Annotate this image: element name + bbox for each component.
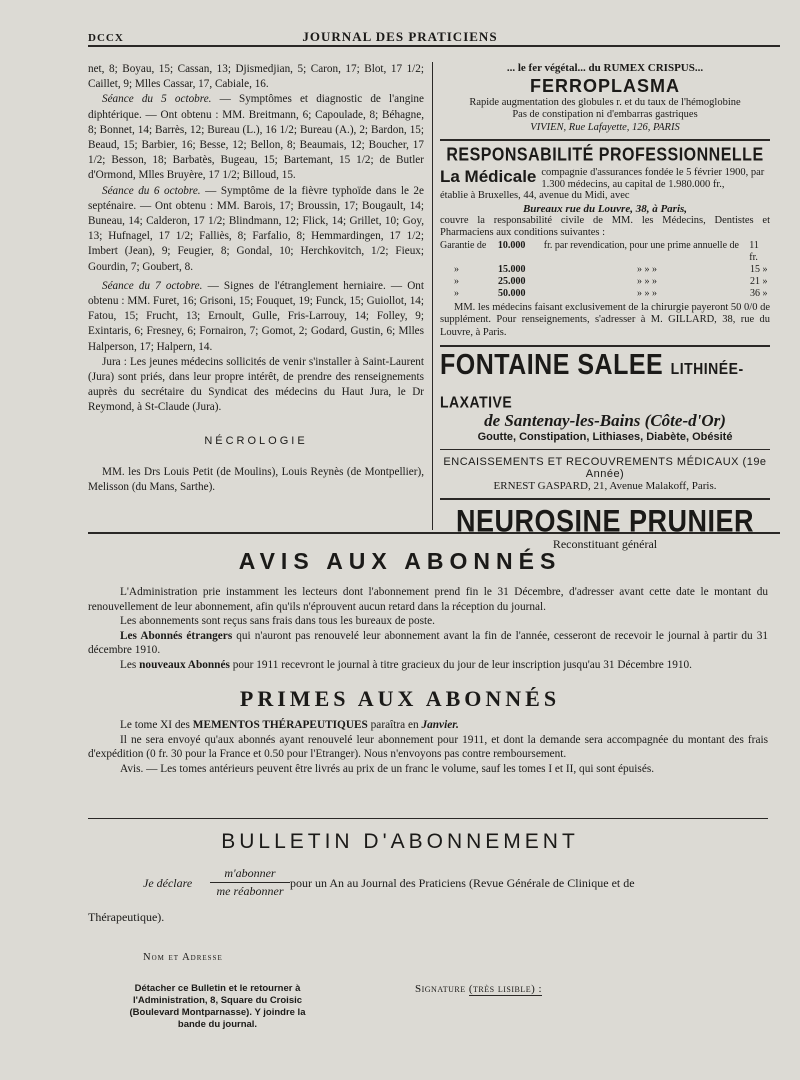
primes-paragraph: Le tome XI des MEMENTOS THÉRAPEUTIQUES paraîtra en Janvier. (120, 719, 459, 731)
primes-paragraph: Avis. — Les tomes antérieurs peuvent être livrés au prix de un franc le volume, sauf les tomes I et II, qui sont épuisés. (120, 762, 655, 775)
rumex-tagline: ... le fer végétal... du RUMEX CRISPUS... (506, 62, 704, 74)
necrologie-text: MM. les Drs Louis Petit (de Moulins), Louis Reynès (de Montpellier), Melisson (du Mans, Sarthe). (88, 465, 424, 494)
page-header (0, 24, 800, 46)
necrologie-heading: NÉCROLOGIE (204, 434, 308, 447)
journal-title: JOURNAL DES PRATICIENS (302, 29, 498, 44)
coverage-text: couvre la responsabilité civile de MM. les Médecins, Dentistes et Pharmaciens aux conditions suivantes : (440, 214, 770, 238)
surgery-supplement-note: MM. les médecins faisant exclusivement de la chirurgie payeront 50 0/0 de supplément. Pour renseignements, s'adresser à M. GILLARD, 38, rue du Louvre, à Paris. (440, 301, 770, 338)
ferroplasma-ad-title: FERROPLASMA (530, 76, 680, 96)
seance-6-octobre: Séance du 6 octobre. — Symptôme de la fièvre typhoïde dans le 2e septénaire. — Ont obtenu : MM. Barois, 17; Broussin, 17; Bougault, 14; Buneau, 14; Calderon, 17 1/2; Blindmann, 12; Flick, 14; Grillet, 10; Goy, 13; Hufnagel, 17 1/2; Falliès, 8; Farfalio, 8; Hemmardingen, 17 1/2; Imbert (Jean), 9; Feugier, 8; Gondal, 10; Herchkovitch, 1/2; Fieux; Gourdin, 7; Goubert, 8. (88, 184, 424, 273)
bulletin-text: pour un An au Journal des Praticiens (Revue Générale de Clinique et de (290, 876, 635, 890)
seance-7-octobre: Séance du 7 octobre. — Signes de l'étranglement herniaire. — Ont obtenu : MM. Furet, 16; Grisoni, 15; Fouquet, 19; Funck, 15; Guiollot, 14; Fatou, 15; Frucht, 13; Ernoult, Gulle, Fris-Larrouy, 14; Folley, 9; Exintaris, 6; Fresney, 6; Fornairon, 7; Gomot, 2; Godard, Gustin, 6; Mlles Halperson, 17; Halpern, 14. (88, 279, 425, 353)
option-reabonner[interactable]: me réabonner (216, 884, 284, 898)
ferroplasma-claim: Rapide augmentation des globules r. et du taux de l'hémoglobine (469, 97, 741, 108)
la-medicale-address: établie à Bruxelles, 44, avenue du Midi, avec (440, 190, 630, 201)
neurosine-subtitle: Reconstituant général (552, 537, 658, 551)
avis-aux-abonnes-heading: AVIS AUX ABONNÉS (238, 548, 562, 574)
guarantee-row: » 50.000 » » » 36 » (454, 287, 768, 299)
subscription-choice[interactable] (210, 866, 290, 899)
avis-paragraph: Les Abonnés étrangers qui n'auront pas renouvelé leur abonnement avant la fin de l'année, cesseront de recevoir le journal à partir du 31 décembre 1910. (88, 629, 768, 656)
ferroplasma-address: VIVIEN, Rue Lafayette, 126, PARIS (530, 122, 680, 133)
avis-paragraph: L'Administration prie instamment les lecteurs dont l'abonnement prend fin le 31 Décembre, d'adresser avant cette date le montant du renouvellement de leur abonnement, afin qu'ils n'éprouvent aucun retard dans la réception du journal. (88, 586, 768, 613)
avis-paragraph: Les nouveaux Abonnés pour 1911 recevront le journal à titre gracieux du jour de leur inscription jusqu'au 31 Décembre 1910. (120, 658, 693, 671)
seance-5-octobre: Séance du 5 octobre. — Symptômes et diagnostic de l'angine diphtérique. — Ont obtenu : MM. Breitmann, 6; Capoulade, 8; Béhagne, 8; Bonnet, 14; Barrès, 12; Bureau (L.), 16 1/2; Bureau (A.), 2; Bardon, 15; Beaud, 15; Barbier, 16; Besse, 12; Bellon, 8; Beaumais, 12; Boucher, 17 1/2; Besson, 18; Barbatès, Bugeau, 15; Bartemant, 15 1/2; de Butler d'Ormond, Mlles Bruyère, 17 1/2; Billoud, 15. (88, 93, 424, 182)
guarantee-table (440, 240, 770, 300)
option-abonner[interactable]: m'abonner (224, 866, 276, 880)
guarantee-row: Garantie de 10.000 fr. par revendication, pour une prime annuelle de 11 fr. (440, 239, 759, 263)
header-rule (88, 45, 780, 47)
neurosine-prunier-title: NEUROSINE PRUNIER (455, 503, 755, 539)
ad-divider (440, 139, 770, 141)
avis-paragraph: Les abonnements sont reçus sans frais dans tous les bureaux de poste. (120, 615, 435, 627)
guarantee-row: » 15.000 » » » 15 » (454, 263, 768, 275)
bureaux-address: Bureaux rue du Louvre, 38, à Paris, (522, 202, 688, 215)
bulletin-text-end: Thérapeutique). (88, 910, 165, 924)
ad-divider (440, 345, 770, 347)
ad-divider (440, 449, 770, 450)
bulletin-heading: BULLETIN D'ABONNEMENT (221, 830, 579, 853)
fraction-line (210, 882, 290, 883)
guarantee-row: » 25.000 » » » 21 » (454, 275, 768, 287)
la-medicale-name: La Médicale (440, 167, 537, 186)
encaissements-ad: ENCAISSEMENTS ET RECOUVREMENTS MÉDICAUX (19e Année) (443, 456, 767, 480)
la-medicale-block (440, 167, 770, 190)
bulletin-declare: Je déclare (143, 876, 193, 890)
ad-divider (440, 498, 770, 500)
la-medicale-details: compagnie d'assurances fondée le 5 février 1900, par 1.300 médecins, au capital de 1.980.000 fr., (541, 167, 765, 190)
fontaine-salee-title: FONTAINE SALEE LITHINÉE-LAXATIVE (440, 348, 744, 411)
primes-aux-abonnes-heading: PRIMES AUX ABONNÉS (239, 686, 561, 711)
primes-paragraph: Il ne sera envoyé qu'aux abonnés ayant renouvelé leur abonnement pour 1911, et dont la demande sera accompagnée du montant des frais d'expédition (0 fr. 30 pour la France et 0.50 pour l'Etranger). Nous n'envoyons pas contre remboursement. (88, 733, 768, 760)
detach-instructions: Détacher ce Bulletin et le retourner à l'Administration, 8, Square du Croisic (Boulevard Montparnasse). Y joindre la bande du journal. (129, 983, 306, 1030)
name-address-field[interactable]: Nom et Adresse (143, 952, 223, 963)
fontaine-indications: Goutte, Constipation, Lithiases, Diabète, Obésité (477, 431, 733, 443)
jura-notice: Jura : Les jeunes médecins sollicités de venir s'installer à Saint-Laurent (Jura) sont priés, dans leur propre intérêt, de prendre des renseignements auprès du secrétaire du Syndicat des médecins du Haut Jura, le Dr Reymond, à St-Claude (Jura). (88, 355, 424, 414)
page-number: DCCX (88, 32, 124, 44)
ferroplasma-claim-2: Pas de constipation ni d'embarras gastriques (512, 109, 698, 120)
avis-body (88, 585, 768, 672)
left-column (88, 62, 424, 495)
primes-body (88, 718, 768, 776)
advertisements-column (440, 62, 770, 552)
column-divider (432, 62, 433, 530)
section-rule (88, 532, 780, 534)
exam-results-continued: net, 8; Boyau, 15; Cassan, 13; Djismedjian, 5; Caron, 17; Blot, 17 1/2; Caillet, 9; Mlles Cassar, 17, Cabiale, 16. (88, 63, 424, 91)
gaspard-address: ERNEST GASPARD, 21, Avenue Malakoff, Paris. (493, 480, 717, 492)
responsabilite-ad-title: RESPONSABILITÉ PROFESSIONNELLE (446, 145, 764, 166)
signature-field[interactable]: Signature (très lisible) : (415, 983, 543, 995)
santenay-location: de Santenay-les-Bains (Côte-d'Or) (484, 411, 726, 430)
